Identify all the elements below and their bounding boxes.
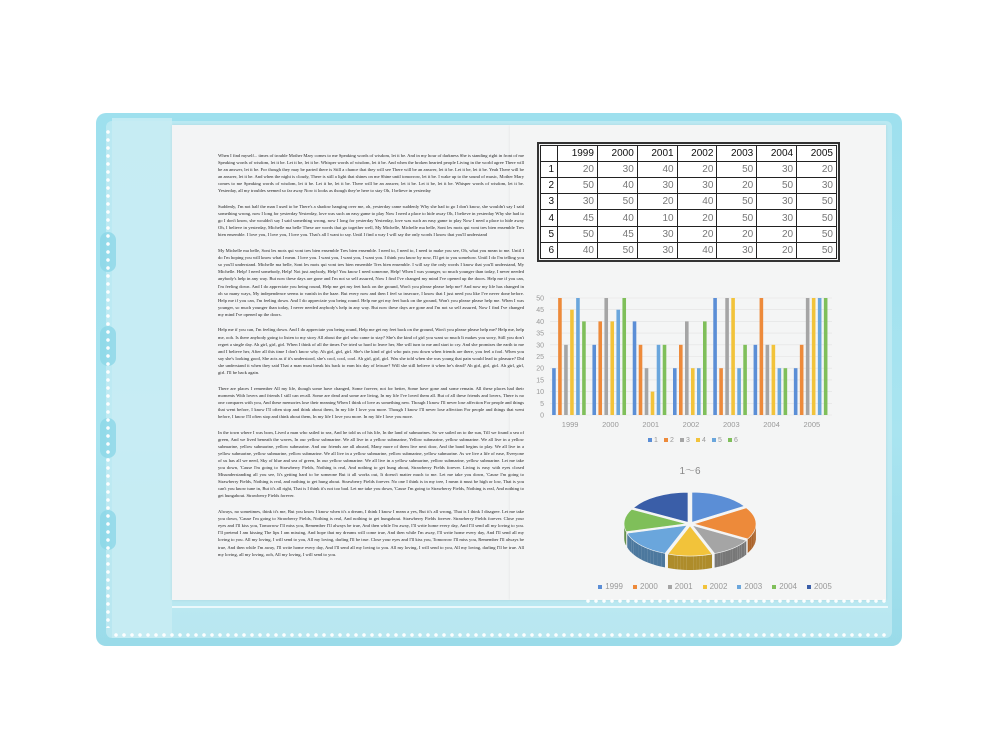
bar	[663, 345, 667, 415]
pie-legend-label: 2004	[779, 582, 797, 591]
table-cell: 20	[717, 178, 757, 194]
bar	[713, 298, 717, 415]
pie-slice-side	[748, 537, 750, 553]
bar	[766, 345, 770, 415]
legend-label: 2	[670, 437, 674, 444]
bar	[639, 345, 643, 415]
y-tick-label: 10	[536, 389, 544, 397]
table-cell: 50	[558, 226, 598, 242]
table-cell: 50	[597, 194, 637, 210]
x-tick-label: 2002	[682, 420, 700, 429]
table-row-label: 4	[541, 210, 558, 226]
y-tick-label: 30	[536, 342, 544, 350]
pie-slice-side	[745, 541, 747, 556]
bar	[552, 368, 556, 415]
bar	[564, 345, 568, 415]
pie-chart-title: 1～6	[679, 466, 701, 477]
table-header-cell: 2003	[717, 146, 757, 162]
table-cell: 50	[558, 178, 598, 194]
bar	[657, 345, 661, 415]
table-cell: 30	[597, 162, 637, 178]
table-cell: 30	[757, 194, 797, 210]
y-tick-label: 5	[540, 400, 544, 408]
bar	[582, 321, 586, 415]
table-cell: 50	[717, 210, 757, 226]
table-cell: 20	[717, 226, 757, 242]
pie-slice-side	[717, 552, 720, 567]
bar	[806, 298, 810, 415]
bar	[598, 321, 602, 415]
table-cell: 40	[597, 210, 637, 226]
pie-legend-label: 2002	[709, 582, 728, 591]
table-cell: 30	[757, 162, 797, 178]
pie-legend-label: 2003	[744, 582, 763, 591]
document-text	[218, 152, 524, 566]
table-cell: 40	[597, 178, 637, 194]
pie-slice-side	[634, 541, 636, 557]
table-cell: 50	[757, 178, 797, 194]
folder-bottom-dots	[112, 630, 888, 640]
pie-slice-side	[627, 533, 628, 549]
table-row	[541, 178, 837, 194]
table-cell: 30	[637, 226, 677, 242]
y-tick-label: 45	[536, 307, 544, 315]
pie-slice-side	[723, 551, 726, 566]
pie-slice-side	[674, 555, 677, 569]
legend-swatch	[668, 585, 672, 589]
pie-slice-side	[703, 555, 706, 569]
pie-legend-item	[703, 582, 728, 591]
pocket-edge	[172, 606, 888, 608]
bar	[784, 368, 788, 415]
table-cell: 10	[637, 210, 677, 226]
pie-legend-label: 2005	[813, 582, 832, 591]
pie-slice-side	[750, 535, 752, 551]
pie-slice-side	[730, 548, 732, 563]
document-paragraph: Help me if you can, I'm feeling down. And I do appreciate you being round, Help me get my feet back on the ground, Won't you please please help me? Help me, help me, ooh. Is there anybody going to listen to my story All about the girl who came to stay? She's the kind of girl you want so much It makes you sorry, Still you don't regret a single day. Ah girl, girl, girl. When I think of all the times I've tried so hard to leave her, She will turn to me and start to cry. And she promises the earth to me and I believe her, After all this time I don't know why. Ah girl, girl, girl. She's the kind of girl who puts you down when friends are there, you feel a fool. When you say she's looking good, She acts as if it's understood, she's cool, cool, cool. Ah girl, girl, girl. Was she told when she was young that pain would lead to pleasure? Did she understand it when they said That a man must break his back to earn his day of leisure? Will she still believe it when he's dead? Ah girl, girl, girl. Ah girl, girl, girl. I'll be back again.	[218, 327, 524, 376]
x-tick-label: 2001	[642, 420, 660, 429]
table-cell: 50	[797, 242, 837, 258]
table-cell: 30	[558, 194, 598, 210]
table-cell: 30	[757, 210, 797, 226]
x-tick-label: 2004	[763, 420, 780, 429]
folder-edge-dots	[104, 128, 112, 628]
legend-swatch	[728, 438, 732, 442]
x-tick-label: 2000	[602, 420, 619, 429]
pie-slice-side	[650, 550, 653, 565]
pie-slice-side	[739, 544, 741, 559]
y-tick-label: 35	[536, 330, 544, 338]
document-paragraph: Always, no sometimes, think it's me, But you know I know when it's a dream, I think I know I mean a yes, But it's all wrong, That is I think I disagree. Let me take you down, 'Cause I'm going to Strawberry Fields, Nothing is real, And nothing to get hungabout. Strawberry Fields forever. Strawberry Fields forever. Close your eyes and I'll kiss you, Tomorrow I'll miss you, Remember I'll always be true, And then while I'm away, I'll write home every day, And I'll send all my loving to you. I'll pretend I am kissing The lips I am missing, And hope that my dreams will come true, And then while I'm away, I'll write home every day, And I'll send all my loving to you. All my loving, I will send to you, All my loving, darling I'll be true. Close your eyes and I'll kiss you, Tomorrow I'll miss you, Remember I'll always be true, And then while I'm away, I'll write home every day, And I'll send all my loving to you. All my loving, I will send to you, All my loving, darling I'll be true. All my loving, all my loving, ooh, All my loving, I will send to you.	[218, 509, 524, 557]
table-row-label: 3	[541, 194, 558, 210]
table-cell: 20	[677, 226, 717, 242]
table-row-label: 2	[541, 178, 558, 194]
bar	[697, 368, 701, 415]
table-header-cell: 2005	[797, 146, 837, 162]
legend-swatch	[664, 438, 668, 442]
data-table	[540, 145, 837, 259]
table-cell: 40	[558, 242, 598, 258]
legend-swatch	[696, 438, 700, 442]
bar	[812, 298, 816, 415]
pie-slice-side	[632, 539, 634, 555]
table-cell: 50	[597, 242, 637, 258]
y-tick-label: 40	[536, 318, 544, 326]
table-row	[541, 162, 837, 178]
pie-slice-side	[630, 537, 632, 553]
y-tick-label: 20	[536, 365, 544, 373]
bar	[772, 345, 776, 415]
pie-slice-side	[693, 556, 696, 570]
bar	[725, 298, 729, 415]
bar	[616, 310, 620, 415]
table-cell: 45	[597, 226, 637, 242]
bar	[679, 345, 683, 415]
bar	[743, 345, 747, 415]
pie-slice-side	[677, 555, 680, 569]
bar	[651, 392, 655, 415]
table-header-cell: 2004	[757, 146, 797, 162]
bar	[703, 321, 707, 415]
bar	[760, 298, 764, 415]
bar	[685, 321, 689, 415]
table-cell: 30	[717, 242, 757, 258]
legend-label: 6	[734, 437, 738, 444]
pie-slice-side	[733, 547, 735, 562]
pie-slice-side	[644, 547, 647, 562]
pie-slice-side	[684, 556, 687, 570]
table-header-cell: 2002	[677, 146, 717, 162]
pie-slice-side	[741, 543, 743, 558]
bar	[633, 321, 637, 415]
pie-slice-side	[696, 556, 699, 570]
table-cell: 20	[637, 194, 677, 210]
table-row	[541, 210, 837, 226]
table-header-cell	[541, 146, 558, 162]
pie-slice-side	[636, 542, 638, 558]
bar-chart	[520, 262, 842, 457]
legend-swatch	[712, 438, 716, 442]
bar	[558, 298, 562, 415]
bar	[818, 298, 822, 415]
legend-swatch	[680, 438, 684, 442]
bar	[604, 298, 608, 415]
table-cell: 30	[797, 178, 837, 194]
table-row-label: 6	[541, 242, 558, 258]
pie-slice-side	[709, 554, 712, 569]
table-cell: 20	[797, 162, 837, 178]
table-header-cell: 2001	[637, 146, 677, 162]
document-paragraph: When I find myself... times of trouble Mother Mary comes to me Speaking words of wisdom, let it be. And in my hour of darkness She is standing right in front of me Speaking words of wisdom, let it be. Let it be, let it be. Whisper words of wisdom, let it be. And when the broken hearted people Living in the world agree There will be an answer, let it be. For though they may be parted there is Still a chance that they will see There will be an answer, let it be. Let it be, let it be. Yeah There will be an answer, let it be. And when the night is cloudy, There is still a light that shines on me Shine until tomorrow, let it be. I wake up to the sound of music, Mother Mary comes to me Speaking words of wisdom, let it be. Let it be, let it be. There will be an answer, let it be. Let it be, let it be. Whisper words of wisdom, let it be. Yesterday, all my troubles seemed so far away Now it looks as though they're here to stay Oh, I believe in yesterday	[218, 153, 524, 194]
legend-swatch	[772, 585, 776, 589]
pie-slice-side	[706, 555, 709, 569]
bar	[691, 368, 695, 415]
bar	[673, 368, 677, 415]
bar	[645, 368, 649, 415]
pie-slice-side	[647, 548, 650, 563]
table-header-cell: 2000	[597, 146, 637, 162]
bar	[731, 298, 735, 415]
y-tick-label: 50	[536, 295, 544, 303]
legend-swatch	[807, 585, 811, 589]
legend-label: 3	[686, 437, 690, 444]
y-tick-label: 25	[536, 354, 544, 361]
table-cell: 40	[677, 194, 717, 210]
pie-slice-side	[654, 551, 658, 566]
table-row-label: 1	[541, 162, 558, 178]
legend-label: 4	[702, 437, 706, 444]
table-cell: 20	[757, 226, 797, 242]
y-tick-label: 15	[536, 377, 544, 385]
pie-slice-side	[657, 552, 661, 567]
pocket-bottom-dots	[584, 596, 888, 606]
pie-slice-side	[671, 555, 674, 569]
document-paragraph: Suddenly, I'm not half the man I used to be There's a shadow hanging over me, oh, yesterday came suddenly Why she had to go I don't know, she wouldn't say I said something wrong, now I long for yesterday Yesterday, love was such an easy game to play Now I need a place to hide away Oh, I believe in yesterday Why she had to go I don't know, she wouldn't say I said something wrong, now I long for yesterday Yesterday, love was such an easy game to play Now I need a place to hide away Oh, I believe in yesterday, Michelle ma belle These are words that go together well, My Michelle, Michelle ma belle, Sont les mots qui vont tres bien ensemble Tres bien ensemble. I love you, I love you, I love you. That's all I want to say. Until I find a way I will say the only words I know that you'll understand	[218, 204, 524, 238]
bar	[576, 298, 580, 415]
table-cell: 50	[797, 194, 837, 210]
pie-slice-side	[625, 528, 626, 544]
table-cell: 45	[558, 210, 598, 226]
bar	[622, 298, 626, 415]
legend-swatch	[598, 585, 602, 589]
pie-slice-side	[641, 546, 644, 561]
document-paragraph: My Michelle ma belle, Sont les mots qui vont tres bien ensemble Tres bien ensemble. I need to, I need to, I need to make you see, Oh, what you mean to me. Until I do I'm hoping you will know what I mean. I love you. I want you, I want you, I want you. I think you know by now, I'll get to you somehow. Until I do I'm telling you so you'll understand. Michelle ma belle, Sont les mots qui vont tres bien ensemble Tres bien ensemble. I will say the only words I know that you'll understand, My Michelle. Help! I need somebody, Help! Not just anybody, Help! You know I need someone, Help! When I was younger, so much younger than today, I never needed anybody's help in any way. But now these days are gone and I'm not so self assured, Now I find I've changed my mind I've opened up the doors. Help me if you can, I'm feeling down. And I do appreciate you being round, Help me get my feet back on the ground, Won't you please please help me? And now my life has changed in oh so many ways, My independence seems to vanish in the haze. But every now and then I feel so insecure, I know that I just need you like I've never done before. Help me if you can, I'm feeling down. And I do appreciate you being round. Help me get my feet back on the ground, Won't you please please help me. When I was younger, so much younger than today, I never needed anybody's help in any way. But now these days are gone and I'm not so self assured, Now I find I've changed my mind I've opened up the doors.	[218, 248, 524, 317]
pie-slice-side	[690, 556, 693, 570]
pie-slice-side	[628, 535, 629, 551]
table-cell: 50	[717, 194, 757, 210]
pie-legend-label: 2000	[640, 582, 658, 591]
table-cell: 20	[677, 162, 717, 178]
pie-slice-side	[725, 550, 728, 565]
legend-swatch	[648, 438, 652, 442]
table-row	[541, 194, 837, 210]
x-tick-label: 1999	[561, 420, 579, 429]
pie-legend-item	[668, 582, 693, 591]
bar	[800, 345, 804, 415]
legend-swatch	[737, 585, 741, 589]
pie-slice-side	[728, 549, 730, 564]
pie-slice-side	[680, 556, 683, 570]
pie-slice-side	[720, 552, 723, 567]
pie-legend-label: 1999	[605, 582, 623, 591]
bar	[737, 368, 741, 415]
y-tick-label: 0	[540, 412, 544, 420]
bar	[610, 321, 614, 415]
legend-label: 1	[654, 437, 658, 444]
table-cell: 40	[677, 242, 717, 258]
pie-slice-side	[743, 542, 745, 557]
pie-slice-side	[687, 556, 690, 570]
table-cell: 50	[797, 226, 837, 242]
bar	[778, 368, 782, 415]
pie-slice-side	[668, 554, 671, 569]
table-cell: 30	[677, 178, 717, 194]
pie-legend-item	[633, 582, 658, 591]
bar	[824, 298, 828, 415]
pie-legend-item	[807, 582, 832, 591]
pie-slice-side	[700, 555, 703, 569]
bar	[592, 345, 596, 415]
bar	[754, 345, 758, 415]
pie-slice-side	[625, 530, 626, 546]
pie-chart-legend	[590, 582, 840, 591]
table-row	[541, 226, 837, 242]
table-row	[541, 242, 837, 258]
x-tick-label: 2005	[803, 420, 821, 429]
pie-slice-side	[737, 545, 739, 560]
table-cell: 50	[797, 210, 837, 226]
bar	[570, 310, 574, 415]
table-cell: 50	[717, 162, 757, 178]
pie-legend-item	[772, 582, 797, 591]
pie-slice-side	[735, 546, 737, 561]
document-paragraph: In the town where I was born, Lived a man who sailed to sea, And he told us of his life, In the land of submarines. So we sailed on to the sun, Till we found a sea of green, And we lived beneath the waves, In our yellow submarine. We all live in a yellow submarine, Yellow submarine, yellow submarine. We all live in a yellow submarine, yellow submarine, yellow submarine. And our friends are all aboard, Many more of them live next door, And the band begins to play. We all live in a yellow submarine, yellow submarine, yellow submarine. We all live in a yellow submarine, yellow submarine, yellow submarine. As we live a life of ease, Everyone of us has all we need, Sky of blue and sea of green, In our yellow submarine. We all live in a yellow submarine, yellow submarine, yellow submarine. Let me take you down, 'Cause I'm going to Strawberry Fields, Nothing is real, And nothing to get hung about, Strawberry Fields forever. Living is easy with eyes closed Misunderstanding all you see, It's getting hard to be someone But it all works out, It doesn't matter much to me. Let me take you down, 'Cause I'm going to Strawberry Fields, Nothing is real, and nothing to get hung about. Strawberry Fields forever. No one I think is in my tree, I mean it must be high or low, That is you can't you know tune in, But it's all right, That is I think it's not too bad. Let me take you down, 'Cause I'm going to Strawberry Fields, Nothing is real, And nothing to get hungabout. Strawberry Fields forever.	[218, 429, 524, 499]
table-cell: 20	[757, 242, 797, 258]
table-header-row	[541, 146, 837, 162]
pie-legend-item	[598, 582, 623, 591]
table-row-label: 5	[541, 226, 558, 242]
table-cell: 30	[637, 242, 677, 258]
folder-spine-strip	[112, 118, 172, 638]
bar	[719, 368, 723, 415]
table-cell: 40	[637, 162, 677, 178]
pie-chart	[620, 482, 760, 582]
pie-slice-side	[661, 553, 665, 568]
pie-legend-label: 2001	[674, 582, 693, 591]
legend-label: 5	[718, 437, 722, 444]
pie-legend-item	[737, 582, 762, 591]
document-paragraph: There are places I remember All my life, though some have changed, Some forever, not for better, Some have gone and some remain. All these places had their moments With lovers and friends I still can recall. Some are dead and some are living, In my life I've loved them all. But of all these friends and lovers, There is no one compares with you, And these memories lose their meaning When I think of love as something new. Though I know I'll never lose affection For people and things that went before, I know I'll often stop and think about them, In my life I love you more. Though I know I'll never lose affection For people and things that went before, I know I'll often stop and think about them, In my life I love you more. In my life I love you more.	[218, 385, 524, 419]
pie-slice-side	[638, 544, 641, 560]
pie-slice-side	[715, 553, 718, 568]
table-cell: 30	[637, 178, 677, 194]
legend-swatch	[703, 585, 707, 589]
table-cell: 20	[677, 210, 717, 226]
legend-swatch	[633, 585, 637, 589]
table-cell: 20	[558, 162, 598, 178]
x-tick-label: 2003	[722, 420, 740, 429]
bar	[794, 368, 798, 415]
table-header-cell: 1999	[558, 146, 598, 162]
